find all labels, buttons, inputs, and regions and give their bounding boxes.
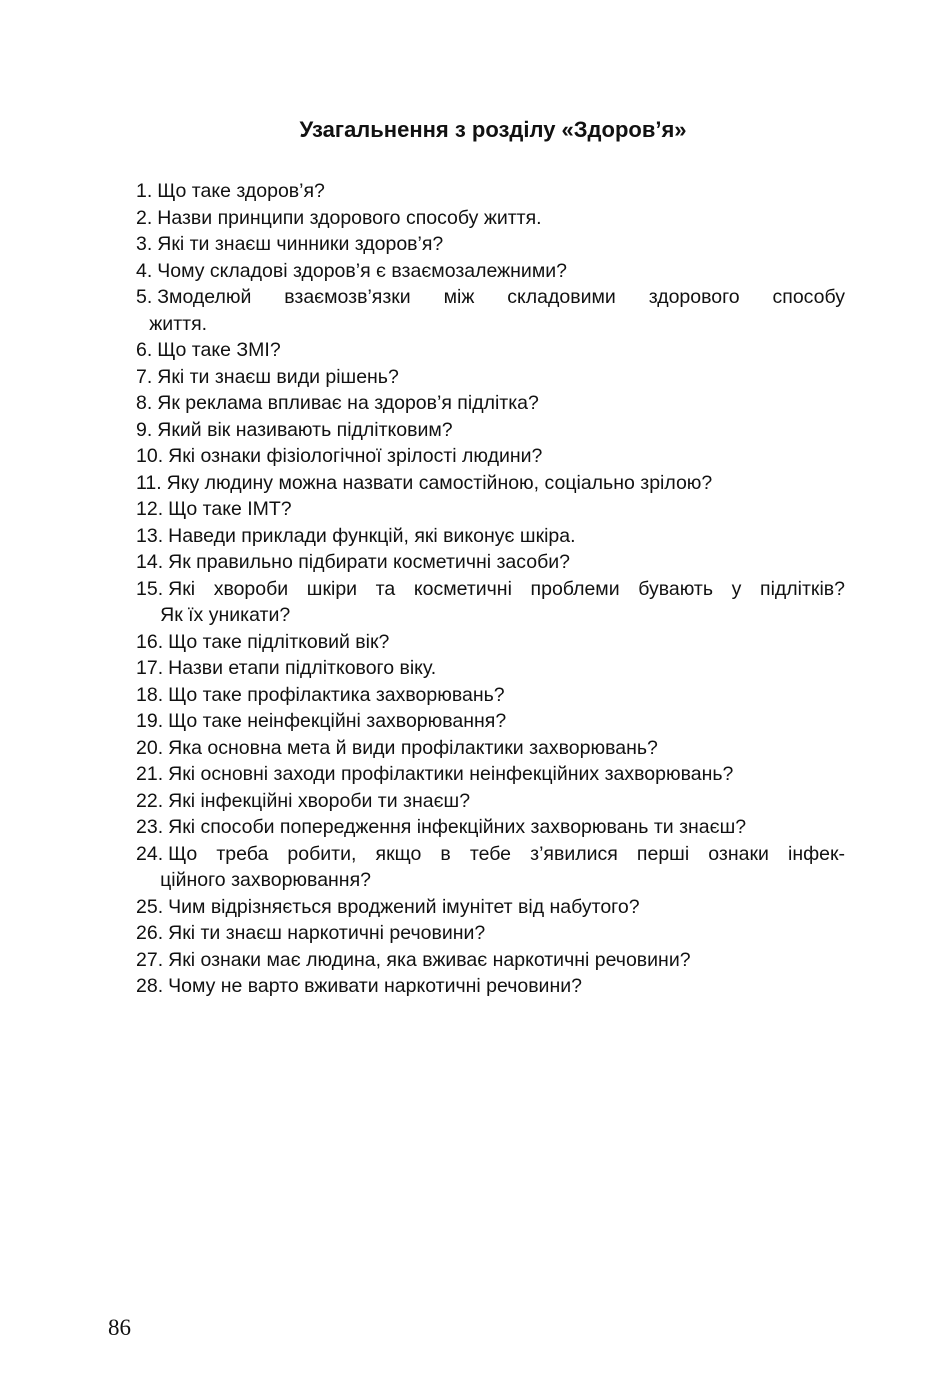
question-text xyxy=(157,417,845,444)
question-number: 15. xyxy=(136,577,164,600)
question-item xyxy=(136,231,845,258)
question-item xyxy=(136,761,845,788)
question-text xyxy=(168,629,845,656)
question-text xyxy=(160,576,845,629)
question-line-continued: життя. xyxy=(149,312,208,335)
question-number: 13. xyxy=(136,524,164,547)
question-item xyxy=(136,470,845,497)
question-item xyxy=(136,205,845,232)
question-item xyxy=(136,284,845,337)
question-number: 10. xyxy=(136,445,164,467)
question-number: 24. xyxy=(136,842,164,865)
question-text xyxy=(157,205,845,232)
question-text xyxy=(168,523,845,550)
question-number: 18. xyxy=(136,683,164,706)
question-text xyxy=(168,708,845,735)
question-text xyxy=(157,178,845,205)
question-line: Що таке ЗМІ? xyxy=(157,339,281,361)
question-line: Назви принципи здорового способу життя. xyxy=(157,206,542,229)
question-text xyxy=(160,841,845,894)
question-item xyxy=(136,549,845,576)
question-item xyxy=(136,788,845,815)
question-number: 2. xyxy=(136,206,153,229)
question-item xyxy=(136,947,845,974)
question-line: Чому складові здоров’я є взаємозалежними? xyxy=(157,259,567,282)
question-line: Які ознаки фізіологічної зрілості людини? xyxy=(168,445,543,467)
question-text xyxy=(157,390,845,417)
question-line: Які хвороби шкіри та косметичні проблеми бувають у підлітків? xyxy=(168,577,845,600)
question-line: Назви етапи підліткового віку. xyxy=(168,657,437,679)
question-text xyxy=(168,496,845,523)
question-text xyxy=(157,231,845,258)
question-number: 23. xyxy=(136,816,164,838)
question-line: Які основні заходи профілактики неінфекційних захворювань? xyxy=(168,763,734,785)
question-item xyxy=(136,629,845,656)
question-text xyxy=(168,549,845,576)
question-line: Які інфекційні хвороби ти знаєш? xyxy=(168,789,471,812)
question-line: Які ти знаєш види рішень? xyxy=(157,365,399,388)
question-item xyxy=(136,735,845,762)
question-number: 20. xyxy=(136,736,164,759)
question-item xyxy=(136,417,845,444)
question-item xyxy=(136,894,845,921)
question-item xyxy=(136,920,845,947)
question-text xyxy=(168,735,845,762)
question-number: 7. xyxy=(136,365,153,388)
question-number: 3. xyxy=(136,233,153,255)
question-line: Змоделюй взаємозв’язки між складовими здорового способу xyxy=(157,286,845,308)
question-number: 22. xyxy=(136,789,164,812)
question-number: 1. xyxy=(136,180,153,202)
question-text xyxy=(168,920,845,947)
question-item xyxy=(136,178,845,205)
question-line: Чому не варто вживати наркотичні речовини? xyxy=(168,975,582,997)
question-number: 8. xyxy=(136,392,153,414)
question-line: Чим відрізняється вроджений імунітет від набутого? xyxy=(168,895,640,918)
question-line: Яка основна мета й види профілактики захворювань? xyxy=(168,736,658,759)
question-line: Які ознаки має людина, яка вживає наркотичні речовини? xyxy=(168,948,691,971)
question-number: 25. xyxy=(136,895,164,918)
question-number: 4. xyxy=(136,259,153,282)
question-item xyxy=(136,841,845,894)
question-text xyxy=(168,814,845,841)
question-line: Який вік називають підлітковим? xyxy=(157,418,453,441)
question-line: Що таке підлітковий вік? xyxy=(168,630,390,653)
question-text xyxy=(149,284,845,337)
question-text xyxy=(168,894,845,921)
question-number: 14. xyxy=(136,551,164,573)
question-item xyxy=(136,390,845,417)
question-line-continued: Як їх уникати? xyxy=(160,604,291,626)
question-number: 21. xyxy=(136,763,164,785)
question-number: 12. xyxy=(136,498,164,520)
question-number: 9. xyxy=(136,418,153,441)
question-item xyxy=(136,523,845,550)
question-number: 17. xyxy=(136,657,164,679)
question-item xyxy=(136,443,845,470)
question-text xyxy=(168,655,845,682)
question-text xyxy=(168,682,845,709)
question-line: Як реклама впливає на здоров’я підлітка? xyxy=(157,392,539,414)
question-item xyxy=(136,337,845,364)
question-line: Наведи приклади функцій, які виконує шкіра. xyxy=(168,524,576,547)
question-text xyxy=(157,337,845,364)
question-number: 16. xyxy=(136,630,164,653)
question-line: Що треба робити, якщо в тебе з’явилися перші ознаки інфек- xyxy=(168,842,845,865)
question-line: Яку людину можна назвати самостійною, соціально зрілою? xyxy=(166,471,713,494)
question-item xyxy=(136,496,845,523)
question-item xyxy=(136,655,845,682)
question-number: 28. xyxy=(136,975,164,997)
question-line: Які ти знаєш наркотичні речовини? xyxy=(168,922,486,944)
question-item xyxy=(136,973,845,1000)
question-text xyxy=(168,443,845,470)
question-line: Що таке неінфекційні захворювання? xyxy=(168,710,507,732)
question-line-continued: ційного захворювання? xyxy=(160,869,371,891)
question-number: 5. xyxy=(136,286,153,308)
question-line: Як правильно підбирати косметичні засоби? xyxy=(168,551,571,573)
question-item xyxy=(136,364,845,391)
page-number: 86 xyxy=(108,1315,131,1340)
question-number: 6. xyxy=(136,339,153,361)
question-text xyxy=(157,364,845,391)
question-number: 27. xyxy=(136,948,164,971)
question-text xyxy=(167,470,845,497)
question-line: Які ти знаєш чинники здоров’я? xyxy=(157,233,444,255)
question-line: Які способи попередження інфекційних захворювань ти знаєш? xyxy=(168,816,747,838)
question-line: Що таке профілактика захворювань? xyxy=(168,683,505,706)
question-text xyxy=(168,947,845,974)
question-text xyxy=(168,973,845,1000)
question-item xyxy=(136,576,845,629)
question-text xyxy=(157,258,845,285)
question-text xyxy=(168,788,845,815)
question-item xyxy=(136,814,845,841)
question-item xyxy=(136,682,845,709)
page-title: Узагальнення з розділу «Здоров’я» xyxy=(299,117,687,142)
question-number: 26. xyxy=(136,922,164,944)
question-item xyxy=(136,708,845,735)
question-item xyxy=(136,258,845,285)
question-text xyxy=(168,761,845,788)
question-line: Що таке здоров’я? xyxy=(157,180,325,202)
question-number: 19. xyxy=(136,710,164,732)
question-list xyxy=(136,178,845,1000)
question-number: 11. xyxy=(136,471,162,494)
question-line: Що таке ІМТ? xyxy=(168,498,292,520)
